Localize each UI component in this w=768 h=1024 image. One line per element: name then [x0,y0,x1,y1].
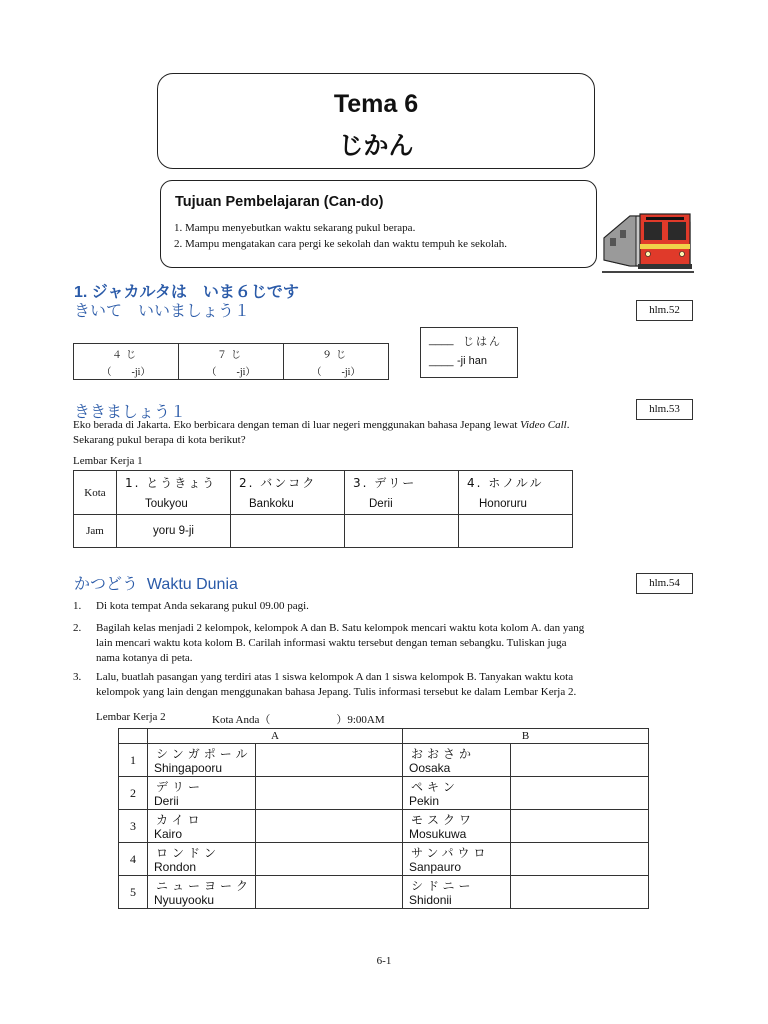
city-kana: 3. デリー [353,476,417,490]
han-kana: じはん [463,336,502,348]
instruction-part: Eko berada di Jakarta. Eko berbicara dengan teman di luar negeri menggunakan bahasa Jepang lewat [73,419,521,431]
worksheet-1-table [73,470,573,548]
city-cell [459,471,573,515]
time-cell [179,344,284,380]
table-row [119,876,649,909]
time-romaji: （ -ji） [206,367,256,378]
section-subheading: きいて いいましょう１ [74,303,251,320]
city-romaji: Kairo [154,827,183,841]
city-a-cell [148,876,256,909]
city-kana: 1. とうきょう [125,476,217,490]
instruction-part: . [566,419,570,431]
worksheet-label: Lembar Kerja 1 [73,455,143,467]
city-romaji: Shingapooru [154,761,223,775]
page-number: 6-1 [376,955,392,967]
city-romaji: Toukyou [145,498,188,510]
city-romaji: Derii [369,498,393,510]
city-cell [231,471,345,515]
city-kana: ロンドン [156,846,221,860]
blank-line: ____ [429,355,454,367]
instruction-italic: Video Call [520,419,567,431]
row-label: Jam [74,515,117,548]
heading-id: Waktu Dunia [146,576,238,593]
kota-anda-label: Kota Anda（ ）9:00AM [212,714,385,726]
answer-cell [511,843,649,876]
goal-item: 2. Mampu mengatakan cara pergi ke sekolah dan waktu tempuh ke sekolah. [174,238,508,250]
city-cell [117,471,231,515]
column-header-a: A [148,729,403,744]
time-romaji: （ -ji） [101,367,151,378]
instruction-text: Sekarang pukul berapa di kota berikut? [73,434,246,446]
train-icon [600,208,696,276]
step-text: Di kota tempat Anda sekarang pukul 09.00 pagi. [96,600,309,612]
answer-cell [256,777,403,810]
step-text: kelompok yang lain dengan menggunakan bahasa Jepang. Tulis informasi tersebut ke dalam Lembar Kerja 2. [96,686,577,698]
city-cell [345,471,459,515]
city-b-cell [403,810,511,843]
instruction-text [73,418,703,433]
table-row [119,777,649,810]
answer-cell [256,810,403,843]
step-text: Lalu, buatlah pasangan yang terdiri atas 1 siswa kelompok A dan 1 siswa kelompok B. Tanyakan waktu kota [96,671,574,683]
step-text: lain mencari waktu kota kolom B. Carilah informasi waktu tersebut dengan teman sebangku. Tuliskan juga [96,637,567,649]
city-romaji: Sanpauro [409,860,462,874]
section-heading: ききましょう１ [74,404,187,421]
row-number: 2 [119,777,148,810]
step-number: 2. [73,622,82,634]
column-header-b: B [403,729,649,744]
time-answer: yoru 9-ji [117,515,231,548]
city-b-cell [403,777,511,810]
answer-cell [511,876,649,909]
goal-item: 1. Mampu menyebutkan waktu sekarang pukul berapa. [174,222,416,234]
city-kana: シンガポール [156,747,252,761]
blank-line: ____ [429,334,454,346]
row-number: 1 [119,744,148,777]
han-box [420,327,518,378]
worksheet-label: Lembar Kerja 2 [96,711,166,723]
city-a-cell [148,744,256,777]
page-reference: hlm.54 [636,573,693,594]
city-romaji: Bankoku [249,498,294,510]
row-number: 4 [119,843,148,876]
goals-heading: Tujuan Pembelajaran (Can-do) [175,194,384,210]
heading-jp: かつどう [74,576,139,593]
learning-goals-box [160,180,597,268]
table-row [119,843,649,876]
time-kana: ７じ [217,350,245,361]
page-reference: hlm.52 [636,300,693,321]
answer-cell [511,744,649,777]
city-kana: 4. ホノルル [467,476,544,490]
time-answer [345,515,459,548]
step-number: 3. [73,671,82,683]
city-b-cell [403,744,511,777]
table-row [119,744,649,777]
time-cell [74,344,179,380]
answer-cell [256,876,403,909]
page-reference: hlm.53 [636,399,693,420]
page-title: Tema 6 [333,90,419,118]
han-romaji: -ji han [457,355,487,367]
row-number: 3 [119,810,148,843]
city-a-cell [148,810,256,843]
page-subtitle: じかん [338,131,414,160]
city-romaji: Shidonii [409,893,452,907]
city-a-cell [148,777,256,810]
city-kana: サンパウロ [411,846,490,860]
city-kana: カイロ [156,813,204,827]
city-romaji: Mosukuwa [409,827,467,841]
city-b-cell [403,876,511,909]
answer-cell [256,744,403,777]
city-kana: シドニー [411,879,475,893]
time-answer [231,515,345,548]
city-kana: おおさか [411,747,476,761]
time-answer [459,515,573,548]
table-row [119,810,649,843]
city-a-cell [148,843,256,876]
header-cell [119,729,148,744]
city-kana: ニューヨーク [156,879,253,893]
time-kana: ４じ [112,350,140,361]
time-table [73,343,389,380]
section-heading [74,571,238,594]
step-text: Bagilah kelas menjadi 2 kelompok, kelompok A dan B. Satu kelompok mencari waktu kota kolom A. dan yang [96,622,585,634]
city-b-cell [403,843,511,876]
time-romaji: （ -ji） [311,367,361,378]
city-kana: モスクワ [411,813,476,827]
city-kana: 2. バンコク [239,476,317,490]
row-label: Kota [74,471,117,515]
city-romaji: Pekin [409,794,440,808]
worksheet-2-table [118,728,649,909]
answer-cell [511,810,649,843]
city-romaji: Oosaka [409,761,451,775]
section-heading: 1. ジャカルタは いま６じです [74,284,299,301]
city-kana: デリー [156,780,205,794]
city-romaji: Nyuuyooku [154,893,215,907]
city-romaji: Honoruru [479,498,527,510]
time-kana: ９じ [322,350,350,361]
city-kana: ペキン [411,780,459,794]
step-text: nama kotanya di peta. [96,652,193,664]
answer-cell [511,777,649,810]
step-number: 1. [73,600,82,612]
title-box [157,73,595,169]
time-cell [284,344,389,380]
answer-cell [256,843,403,876]
city-romaji: Derii [154,794,179,808]
row-number: 5 [119,876,148,909]
city-romaji: Rondon [154,860,197,874]
